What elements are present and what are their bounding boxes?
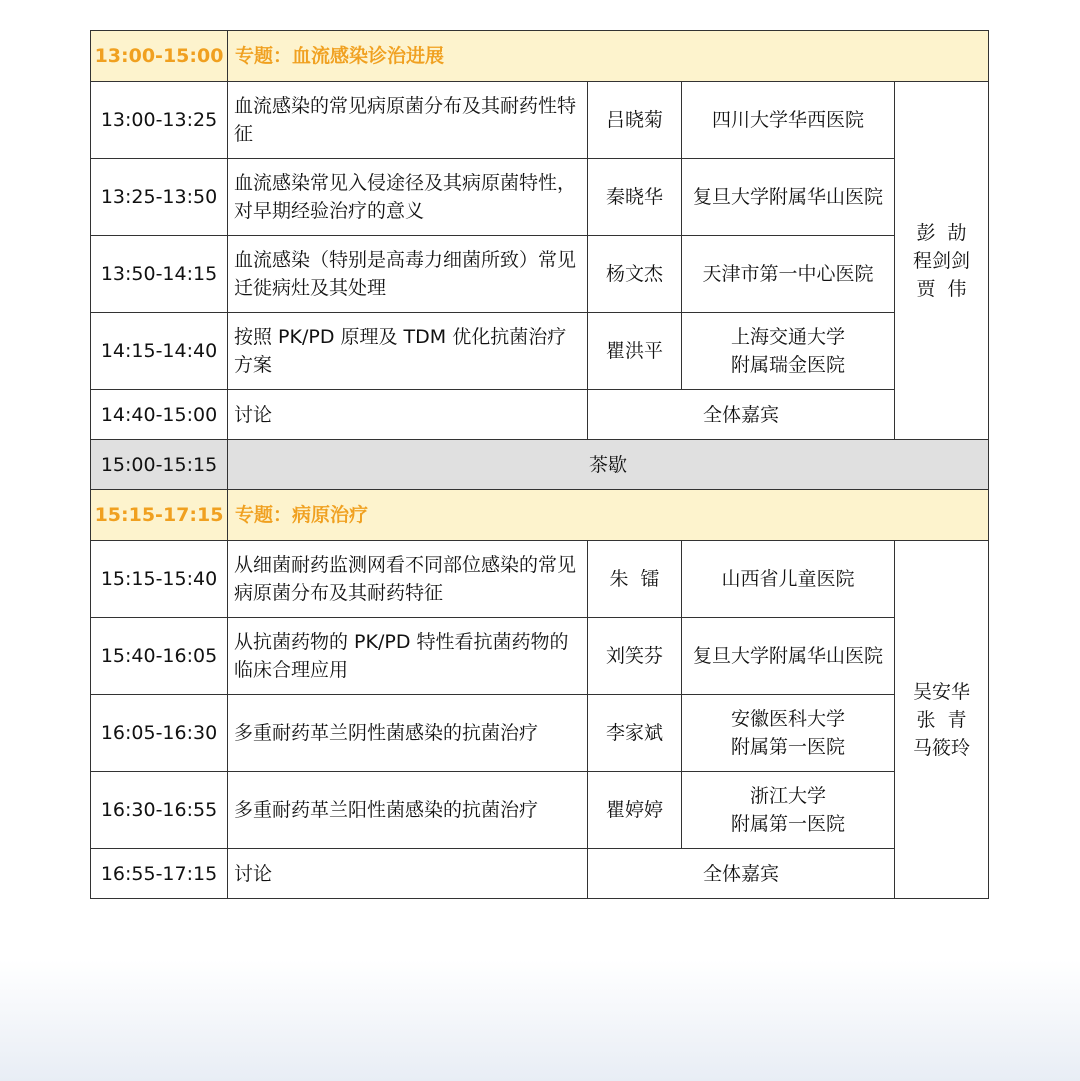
talk-topic: 血流感染（特别是高毒力细菌所致）常见迁徙病灶及其处理 [228,236,588,313]
institution-line: 复旦大学附属华山医院 [692,186,883,208]
table-row [91,236,989,313]
chair-name: 贾 伟 [916,277,967,300]
institution-line: 附属瑞金医院 [730,354,845,376]
session-chairs [895,541,989,899]
discussion-label: 讨论 [228,849,588,899]
talk-time: 15:15-15:40 [91,541,228,618]
discussion-participants: 全体嘉宾 [588,390,895,440]
discussion-label: 讨论 [228,390,588,440]
chair-name: 程剑剑 [913,249,971,272]
talk-topic: 从细菌耐药监测网看不同部位感染的常见病原菌分布及其耐药特征 [228,541,588,618]
talk-topic: 按照 PK/PD 原理及 TDM 优化抗菌治疗方案 [228,313,588,390]
talk-speaker: 瞿洪平 [588,313,682,390]
table-row [91,695,989,772]
institution-line: 安徽医科大学 [730,708,845,730]
talk-institution [682,236,895,313]
table-row [91,618,989,695]
chair-name: 吴安华 [913,680,971,703]
talk-time: 13:25-13:50 [91,159,228,236]
discussion-row [91,390,989,440]
chair-name: 张 青 [916,708,967,731]
institution-line: 上海交通大学 [730,326,845,348]
session-header [91,31,989,82]
talk-time: 15:40-16:05 [91,618,228,695]
chair-name: 彭 劼 [916,221,967,244]
institution-line: 附属第一医院 [730,736,845,758]
institution-line: 天津市第一中心医院 [702,263,874,285]
tea-break-time: 15:00-15:15 [91,440,228,490]
table-row [91,313,989,390]
session-title: 专题：病原治疗 [228,490,989,541]
talk-speaker: 朱 镭 [588,541,682,618]
chair-name: 马筱玲 [913,736,971,759]
talk-time: 14:15-14:40 [91,313,228,390]
talk-time: 13:00-13:25 [91,82,228,159]
session-header [91,490,989,541]
institution-line: 山西省儿童医院 [721,568,855,590]
discussion-row [91,849,989,899]
session-chairs [895,82,989,440]
talk-speaker: 刘笑芬 [588,618,682,695]
institution-line: 复旦大学附属华山医院 [692,645,883,667]
institution-line: 浙江大学 [749,785,826,807]
session-time: 13:00-15:00 [91,31,228,82]
talk-speaker: 李家斌 [588,695,682,772]
conference-schedule-table [90,30,989,899]
table-row [91,82,989,159]
talk-institution [682,541,895,618]
talk-topic: 从抗菌药物的 PK/PD 特性看抗菌药物的临床合理应用 [228,618,588,695]
talk-speaker: 瞿婷婷 [588,772,682,849]
discussion-time: 16:55-17:15 [91,849,228,899]
tea-break-label: 茶歇 [228,440,989,490]
session-time: 15:15-17:15 [91,490,228,541]
talk-topic: 多重耐药革兰阴性菌感染的抗菌治疗 [228,695,588,772]
talk-institution [682,618,895,695]
talk-time: 16:30-16:55 [91,772,228,849]
table-row [91,541,989,618]
bottom-gradient [0,960,1080,1081]
talk-speaker: 杨文杰 [588,236,682,313]
discussion-participants: 全体嘉宾 [588,849,895,899]
talk-institution [682,313,895,390]
tea-break-row [91,440,989,490]
session-title: 专题：血流感染诊治进展 [228,31,989,82]
institution-line: 四川大学华西医院 [711,109,864,131]
talk-speaker: 吕晓菊 [588,82,682,159]
talk-institution [682,82,895,159]
institution-line: 附属第一医院 [730,813,845,835]
talk-topic: 多重耐药革兰阳性菌感染的抗菌治疗 [228,772,588,849]
talk-institution [682,695,895,772]
talk-topic: 血流感染的常见病原菌分布及其耐药性特征 [228,82,588,159]
talk-institution [682,772,895,849]
talk-time: 16:05-16:30 [91,695,228,772]
talk-time: 13:50-14:15 [91,236,228,313]
talk-institution [682,159,895,236]
table-row [91,772,989,849]
talk-speaker: 秦晓华 [588,159,682,236]
talk-topic: 血流感染常见入侵途径及其病原菌特性，对早期经验治疗的意义 [228,159,588,236]
table-row [91,159,989,236]
discussion-time: 14:40-15:00 [91,390,228,440]
